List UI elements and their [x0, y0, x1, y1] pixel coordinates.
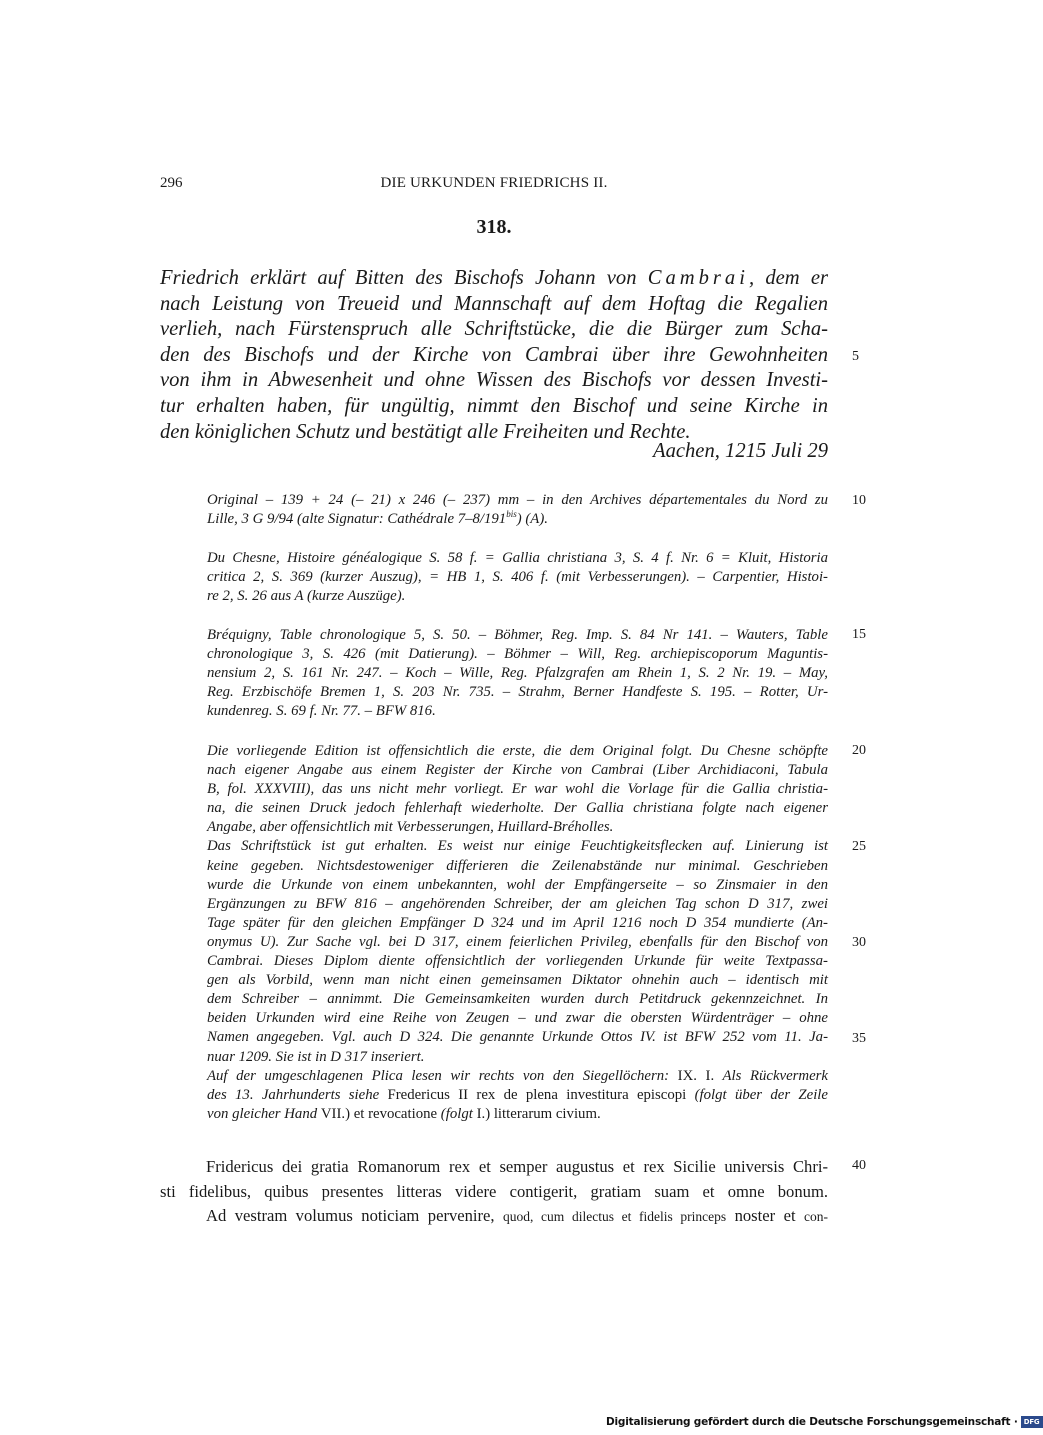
line-number: 40 — [852, 1158, 866, 1173]
apparatus-line: Namen angegeben. Vgl. auch D 324. Die genannte Urkunde Ottos IV. ist BFW 252 vom 11. Ja- — [207, 1029, 828, 1046]
page-number: 296 — [160, 175, 183, 191]
apparatus-line: Original – 139 + 24 (– 21) x 246 (– 237) mm – in den Archives départementales du Nord zu — [207, 492, 828, 508]
line-number: 30 — [852, 935, 866, 950]
regest-line: tur erhalten haben, für ungültig, nimmt den Bischof und seine Kirche in — [160, 394, 828, 417]
apparatus-line: keine gegeben. Nichtsdestoweniger differieren die Zeilenabstände nur minimal. Geschrieben — [207, 857, 828, 874]
apparatus-line: Das Schriftstück ist gut erhalten. Es weist nur einige Feuchtigkeitsflecken auf. Linierung ist — [207, 838, 828, 855]
document-number: 318. — [476, 216, 512, 238]
line-number: 35 — [852, 1031, 866, 1046]
apparatus-line: Angabe, aber offensichtlich mit Verbesserungen, Huillard-Bréholles. — [207, 819, 614, 836]
regest-line: verlieh, nach Fürstenspruch alle Schriftstücke, die die Bürger zum Scha- — [160, 318, 828, 341]
dateline: Aachen, 1215 Juli 29 — [652, 440, 828, 462]
regest-line: Friedrich erklärt auf Bitten des Bischofs Johann von Cambrai, dem er — [160, 267, 828, 289]
apparatus-line: Ergänzungen zu BFW 816 – angehörenden Schreiber, der am gleichen Tag schon D 317, zwei — [207, 895, 828, 912]
apparatus-line: re 2, S. 26 aus A (kurze Auszüge). — [207, 588, 406, 605]
running-title: DIE URKUNDEN FRIEDRICHS II. — [380, 175, 608, 191]
regest-line: den königlichen Schutz und bestätigt alle Freiheiten und Rechte. — [160, 420, 691, 443]
line-number: 5 — [852, 349, 859, 364]
apparatus-line: dem Schreiber – annimmt. Die Gemeinsamkeiten wurden durch Petitdruck gekennzeichnet. In — [207, 991, 828, 1008]
apparatus-commentary — [207, 742, 828, 1124]
apparatus-line: des 13. Jahrhunderts siehe Fredericus II rex de plena investitura episcopi (folgt über der Zeile — [207, 1086, 828, 1103]
place-name-spaced: Cambrai — [647, 267, 749, 289]
dfg-logo-icon: DFG — [1021, 1416, 1043, 1428]
apparatus-line: Auf der umgeschlagenen Plica lesen wir rechts von den Siegellöchern: IX. I. Als Rückvermerk — [207, 1067, 828, 1084]
apparatus-original — [207, 491, 828, 529]
regest-line: von ihm in Abwesenheit und ohne Wissen des Bischofs vor dessen Investi- — [160, 369, 828, 392]
text-line: sti fidelibus, quibus presentes litteras videre contigerit, gratiam suam et omne bonum. — [160, 1181, 828, 1201]
apparatus-line: beiden Urkunden wird eine Reihe von Zeugen – und zwar die obersten Würdenträger – ohne — [207, 1010, 828, 1027]
line-number: 20 — [852, 743, 866, 758]
apparatus-line: Lille, 3 G 9/94 (alte Signatur: Cathédrale $7-8/191^{bis}$) (A). — [207, 509, 548, 528]
apparatus-line: Cambrai. Dieses Diplom diente offensichtlich der vorliegenden Urkunde für weite Textpassa- — [207, 953, 828, 970]
line-number: 15 — [852, 627, 866, 642]
apparatus-line: Bréquigny, Table chronologique 5, S. 50. – Böhmer, Reg. Imp. S. 84 Nr 141. – Wauters, Table — [207, 627, 828, 643]
apparatus-line: kundenreg. S. 69 f. Nr. 77. – BFW 816. — [207, 703, 436, 720]
line-number: 25 — [852, 839, 866, 854]
footer-credit: Digitalisierung gefördert durch die Deutsche Forschungsgemeinschaft · DFG — [606, 1416, 1043, 1428]
apparatus-line: nensium 2, S. 161 Nr. 247. – Koch – Wille, Reg. Pfalzgrafen am Rhein 1, S. 2 Nr. 19. – May, — [207, 665, 828, 682]
apparatus-line: wurde die Urkunde von einem unbekannten, wohl der Empfängerseite – so Zinsmaier in den — [207, 876, 828, 893]
apparatus-line: Du Chesne, Histoire généalogique S. 58 f. = Gallia christiana 3, S. 4 f. Nr. 6 = Kluit, Historia — [207, 550, 828, 566]
line-number: 10 — [852, 493, 866, 508]
regest-line: nach Leistung von Treueid und Mannschaft auf dem Hoftag die Regalien — [160, 292, 828, 315]
apparatus-line: onymus U). Zur Sache vgl. bei D 317, einem feierlichen Privileg, ebenfalls für den Bischof von — [207, 933, 828, 950]
apparatus-line: critica 2, S. 369 (kurzer Auszug), = HB 1, S. 406 f. (mit Verbesserungen). – Carpentier, Histoi- — [207, 569, 828, 586]
apparatus-line: von gleicher Hand VII.) et revocatione (folgt I.) litterarum civium. — [207, 1105, 601, 1122]
apparatus-line: Die vorliegende Edition ist offensichtlich die erste, die dem Original folgt. Du Chesne schöpfte — [207, 743, 828, 759]
regest — [160, 266, 828, 445]
apparatus-line: B, fol. XXXVIII), das uns nicht mehr vorliegt. Er war wohl die Vorlage für die Gallia christia- — [207, 781, 828, 798]
text-line: Fridericus dei gratia Romanorum rex et semper augustus et rex Sicilie universis Chri- — [206, 1157, 828, 1176]
charter-text — [160, 1155, 828, 1230]
apparatus-line: nuar 1209. Sie ist in D 317 inseriert. — [207, 1048, 425, 1065]
apparatus-line: Tage später für den gleichen Empfänger D 324 und im April 1216 noch D 354 mundierte (An- — [207, 914, 828, 931]
regest-line: den des Bischofs und der Kirche von Cambrai über ihre Gewohnheiten — [160, 343, 828, 366]
petit-print: quod, cum dilectus et fidelis princeps — [503, 1209, 727, 1224]
apparatus-line: gen als Vorbild, wenn man nicht einen gemeinsamen Diktator ohnehin auch – identisch mit — [207, 972, 828, 989]
apparatus-line: nach eigener Angabe aus einem Register der Kirche von Cambrai (Liber Archidiaconi, Tabula — [207, 762, 828, 779]
apparatus-line: chronologique 3, S. 426 (mit Datierung). – Böhmer – Will, Reg. archiepiscoporum Maguntis- — [207, 646, 828, 663]
apparatus-line: Reg. Erzbischöfe Bremen 1, S. 203 Nr. 735. – Strahm, Berner Handfeste S. 195. – Rotter, Ur- — [207, 684, 828, 701]
apparatus-editions — [207, 549, 828, 606]
apparatus-line: na, die seinen Druck jedoch fehlerhaft wiederholte. Der Gallia christiana folgte nach eigener — [207, 800, 828, 817]
text-line: Ad vestram volumus noticiam pervenire, quod, cum dilectus et fidelis princeps noster et con- — [206, 1206, 828, 1225]
apparatus-regests — [207, 626, 828, 721]
